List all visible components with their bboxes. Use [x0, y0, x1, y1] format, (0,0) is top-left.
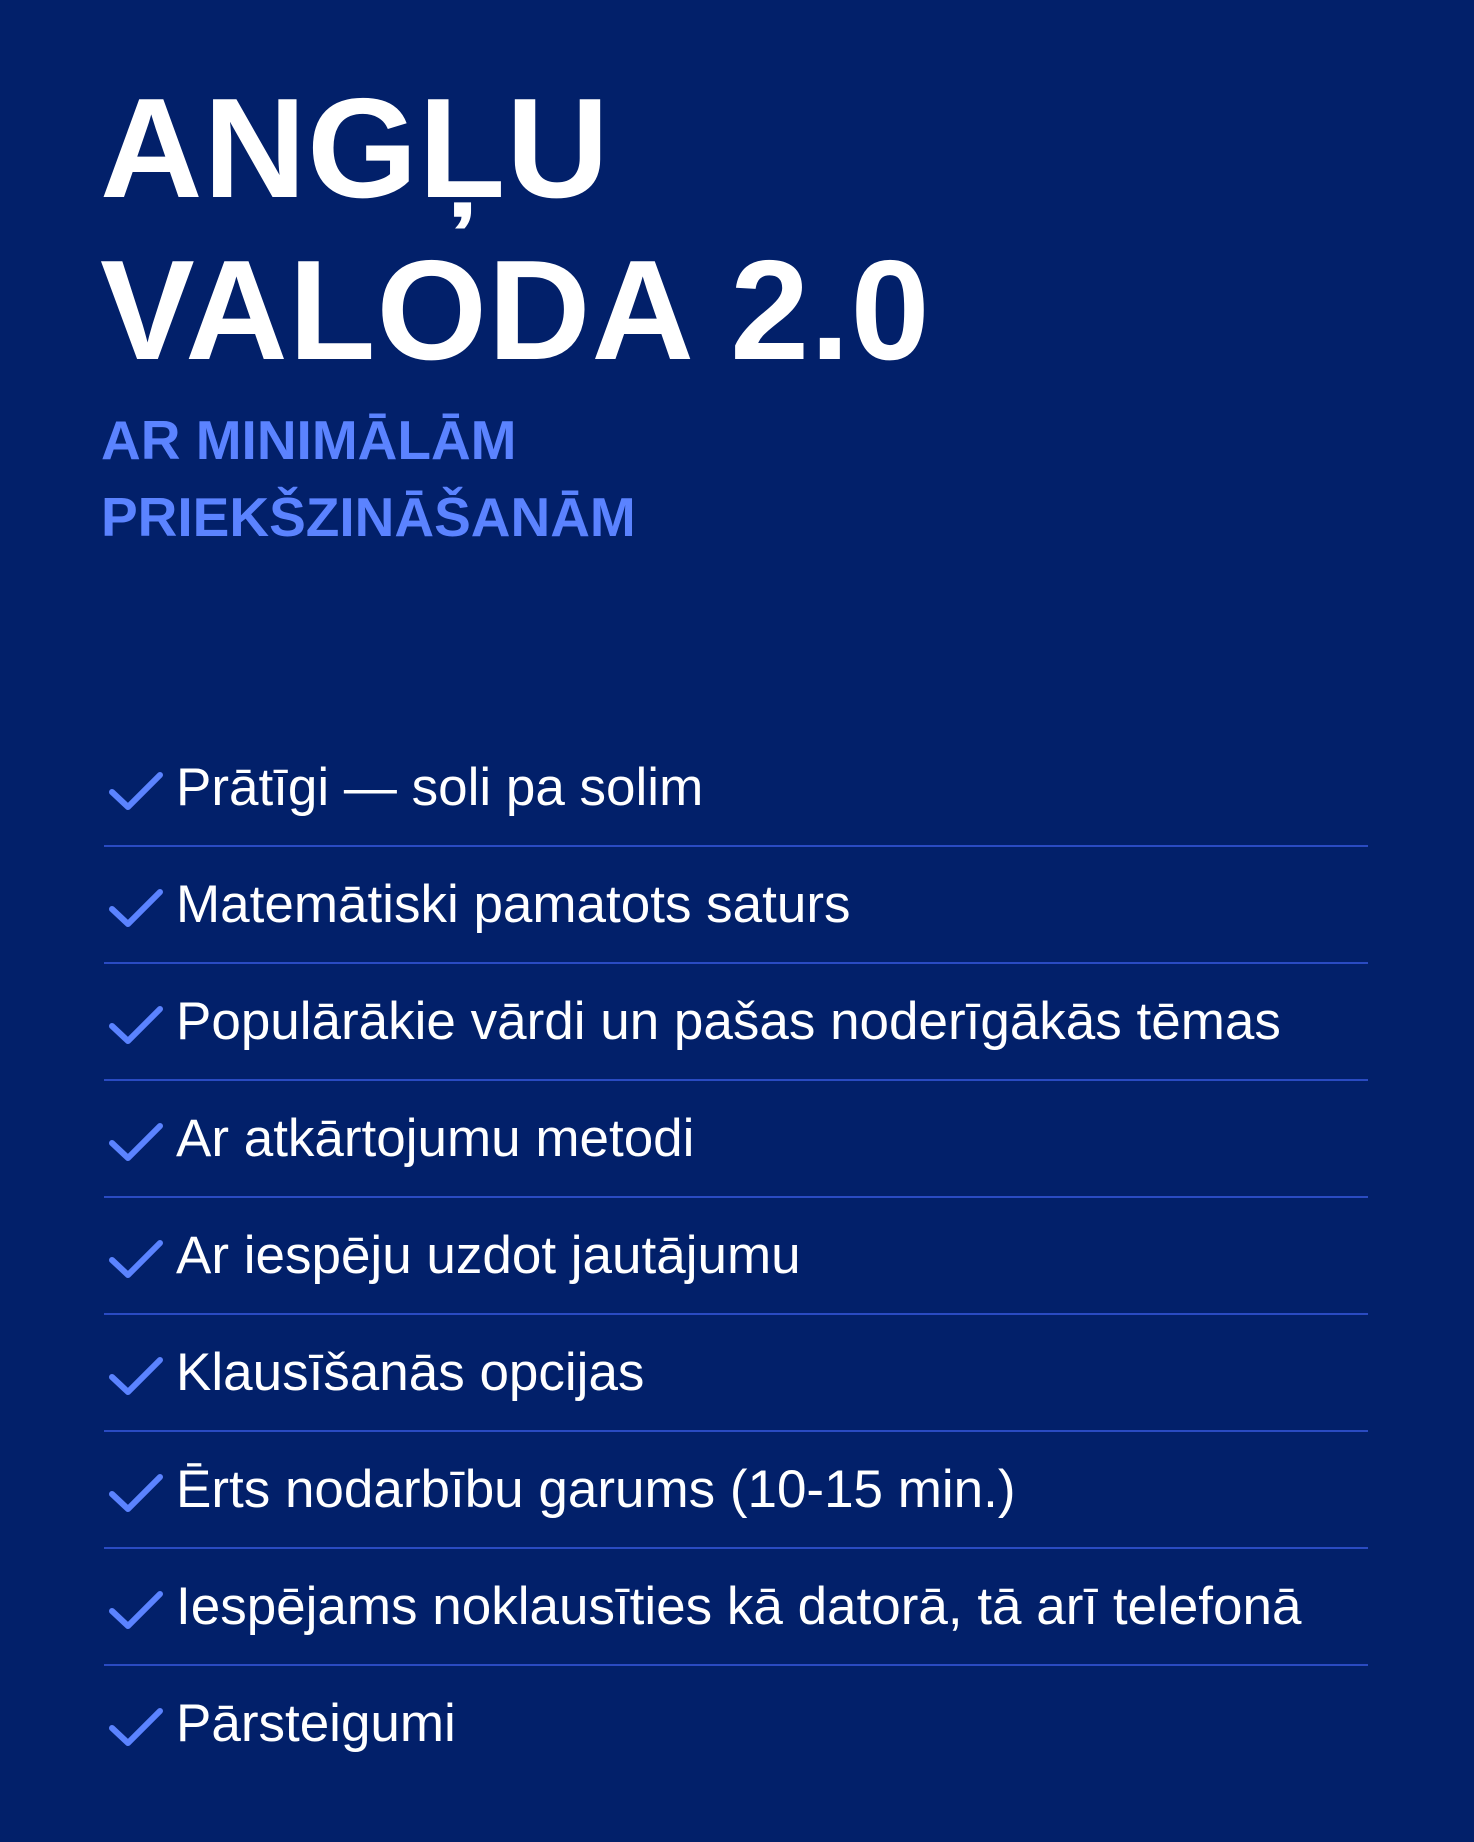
check-icon	[108, 1587, 164, 1633]
feature-label: Ērts nodarbību garums (10-15 min.)	[176, 1460, 1016, 1519]
title-line-2: VALODA 2.0	[100, 231, 931, 390]
feature-item	[104, 1081, 1368, 1198]
feature-label: Matemātiski pamatots saturs	[176, 875, 851, 934]
feature-item	[104, 1198, 1368, 1315]
check-icon	[108, 1002, 164, 1048]
check-icon	[108, 1704, 164, 1750]
feature-label: Ar atkārtojumu metodi	[176, 1109, 695, 1168]
check-icon	[108, 1119, 164, 1165]
feature-label: Prātīgi — soli pa solim	[176, 758, 704, 817]
feature-label: Klausīšanās opcijas	[176, 1343, 645, 1402]
check-icon	[108, 1470, 164, 1516]
feature-item	[104, 730, 1368, 847]
feature-item	[104, 1315, 1368, 1432]
page-title	[100, 68, 931, 392]
feature-item	[104, 847, 1368, 964]
subtitle-line-1: AR MINIMĀLĀM	[101, 409, 517, 471]
check-icon	[108, 1236, 164, 1282]
check-icon	[108, 768, 164, 814]
feature-label: Iespējams noklausīties kā datorā, tā arī telefonā	[176, 1577, 1302, 1636]
check-icon	[108, 1353, 164, 1399]
feature-item	[104, 1432, 1368, 1549]
title-line-1: ANGĻU	[100, 69, 610, 228]
feature-item	[104, 964, 1368, 1081]
feature-label: Ar iespēju uzdot jautājumu	[176, 1226, 801, 1285]
subtitle-line-2: PRIEKŠZINĀŠANĀM	[101, 486, 636, 548]
check-icon	[108, 885, 164, 931]
feature-list	[104, 730, 1368, 1783]
feature-item	[104, 1549, 1368, 1666]
feature-label: Pārsteigumi	[176, 1694, 456, 1753]
page-subtitle	[101, 402, 636, 556]
feature-label: Populārākie vārdi un pašas noderīgākās tēmas	[176, 992, 1281, 1051]
feature-item	[104, 1666, 1368, 1783]
